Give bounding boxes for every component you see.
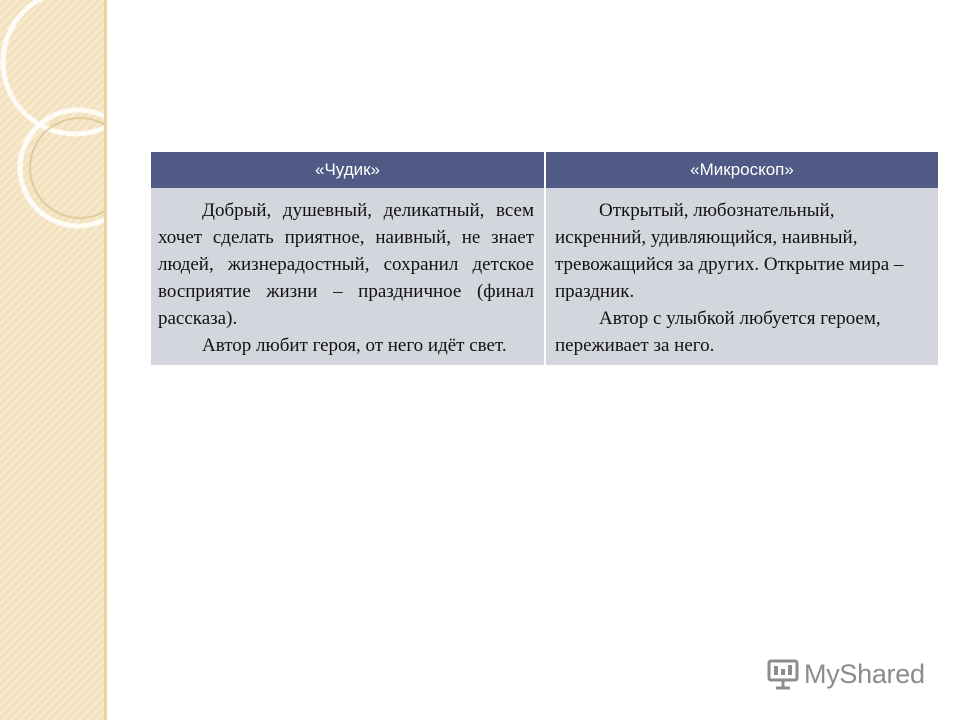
cell-mikroskop bbox=[545, 188, 938, 365]
comparison-table bbox=[151, 152, 938, 365]
cell-paragraph: Автор любит героя, от него идёт свет. bbox=[202, 335, 507, 356]
table-row bbox=[151, 188, 938, 365]
header-chudik: «Чудик» bbox=[151, 152, 545, 188]
cell-paragraph: Автор с улыбкой любуется героем, переживает за него. bbox=[555, 308, 881, 356]
table-header-row bbox=[151, 152, 938, 188]
decorative-circles bbox=[0, 0, 107, 260]
cell-paragraph: Добрый, душевный, деликатный, всем хочет сделать приятное, наивный, не знает людей, жизнерадостный, сохранил детское восприятие жизни – праздничное (финал рассказа). bbox=[158, 200, 534, 329]
cell-paragraph: Открытый, любознательный, искренний, удивляющийся, наивный, тревожащийся за других. Открытие мира – праздник. bbox=[555, 200, 904, 302]
cell-chudik bbox=[151, 188, 545, 365]
side-band-edge bbox=[104, 0, 107, 720]
watermark-text: MyShared bbox=[804, 658, 925, 689]
decorative-side-band bbox=[0, 0, 107, 720]
presentation-board-icon bbox=[766, 657, 800, 691]
myshared-watermark bbox=[766, 657, 925, 691]
header-mikroskop: «Микроскоп» bbox=[545, 152, 938, 188]
